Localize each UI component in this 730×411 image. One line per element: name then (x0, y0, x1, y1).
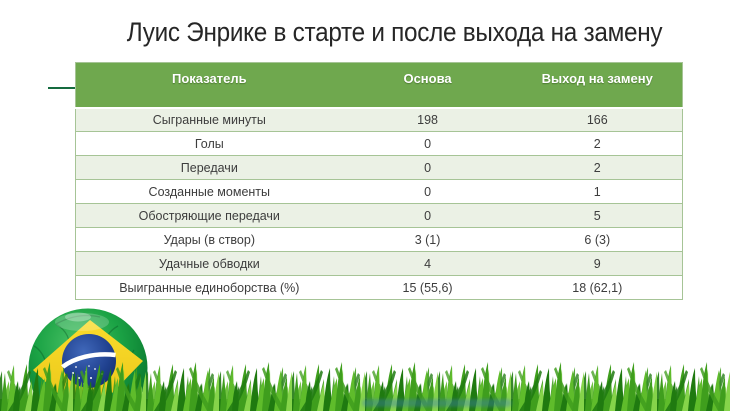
ball-gloss-core (65, 313, 91, 322)
row-sub-val: 9 (513, 252, 683, 276)
stats-table (75, 62, 683, 300)
table-row (76, 132, 683, 156)
table-row (76, 156, 683, 180)
slide-title (60, 12, 730, 50)
table-row (76, 252, 683, 276)
row-sub-val: 166 (513, 108, 683, 132)
row-start-val: 198 (343, 108, 513, 132)
row-start-val: 0 (343, 156, 513, 180)
row-start-val: 3 (1) (343, 228, 513, 252)
row-sub-val: 2 (513, 156, 683, 180)
row-label: Удачные обводки (76, 252, 343, 276)
slide-title-text: Луис Энрике в старте и после выхода на замену (127, 17, 663, 47)
col-header-start: Основа (343, 63, 513, 108)
row-sub-val: 18 (62,1) (513, 276, 683, 300)
row-sub-val: 2 (513, 132, 683, 156)
row-label: Сыгранные минуты (76, 108, 343, 132)
col-header-indicator: Показатель (76, 63, 343, 108)
row-start-val: 0 (343, 132, 513, 156)
table-row (76, 228, 683, 252)
table-row (76, 204, 683, 228)
table-row (76, 276, 683, 300)
table-header-row (76, 63, 683, 108)
row-label: Передачи (76, 156, 343, 180)
row-label: Голы (76, 132, 343, 156)
row-sub-val: 1 (513, 180, 683, 204)
col-header-substitute: Выход на замену (513, 63, 683, 108)
accent-dash (48, 87, 76, 89)
row-label: Созданные моменты (76, 180, 343, 204)
row-start-val: 0 (343, 204, 513, 228)
table-row (76, 180, 683, 204)
row-sub-val: 6 (3) (513, 228, 683, 252)
row-start-val: 15 (55,6) (343, 276, 513, 300)
row-start-val: 0 (343, 180, 513, 204)
row-start-val: 4 (343, 252, 513, 276)
row-sub-val: 5 (513, 204, 683, 228)
row-label: Обостряющие передачи (76, 204, 343, 228)
row-label: Выигранные единоборства (%) (76, 276, 343, 300)
watermark-smudge (362, 399, 512, 407)
row-label: Удары (в створ) (76, 228, 343, 252)
table-row (76, 108, 683, 132)
